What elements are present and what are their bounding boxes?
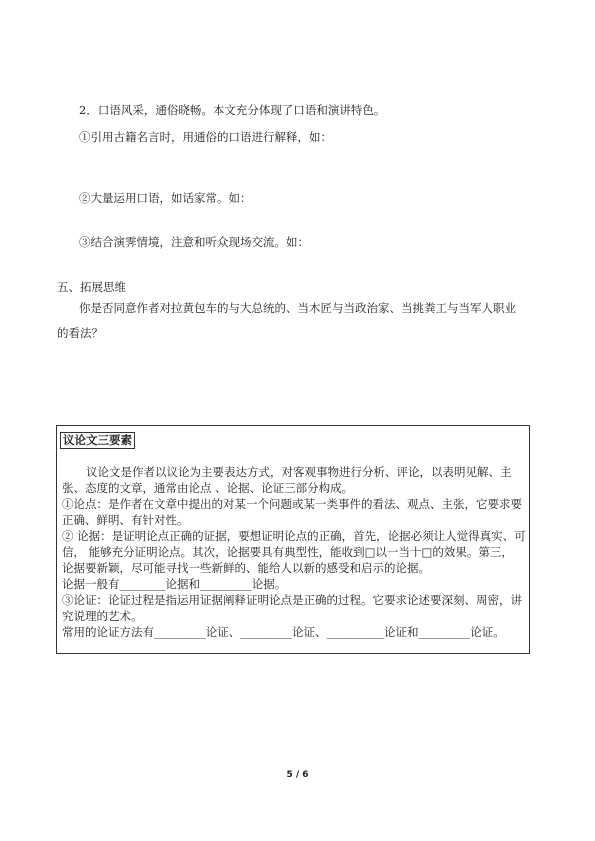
- section5-heading: 五、拓展思维: [57, 280, 126, 294]
- section5-question-line1: 你是否同意作者对拉黄包车的与大总统的、当木匠与当政治家、当挑粪工与当军人职业: [79, 301, 516, 315]
- box-line-6: 信， 能够充分证明论点。其次，论据要具有典型性，能收到□以一当十□的效果。第三，: [62, 545, 513, 559]
- section2-heading: 2．口语风采，通俗晓畅。本文充分体现了口语和演讲特色。: [79, 103, 386, 117]
- box-line-9: ③论证：论证过程是指运用证据阐释证明论点是正确的过程。它要求论述要深刻、周密，讲: [62, 593, 522, 607]
- page-number: 5 / 6: [286, 770, 309, 780]
- box-title: 议论文三要素: [60, 432, 135, 449]
- section2-item1: ①引用古籍名言时，用通俗的口语进行解释，如：: [79, 130, 332, 144]
- box-line-4: 正确、鲜明、有针对性。: [62, 513, 189, 527]
- section5-question-line2: 的看法？: [57, 326, 103, 340]
- box-line-7: 论据要新颖，尽可能寻找一些新鲜的、能给人以新的感受和启示的论据。: [62, 561, 430, 575]
- section2-item2: ②大量运用口语，如话家常。如：: [79, 191, 252, 205]
- box-line-5: ② 论据：是证明论点正确的证据，要想证明论点的正确，首先，论据必须让人觉得真实、可: [62, 529, 526, 543]
- box-line-11: 常用的论证方法有_________论证、_________论证、__________论证和_________论证。: [62, 625, 505, 639]
- box-line-2: 张、态度的文章，通常由论点 、论据、论证三部分构成。: [62, 481, 354, 495]
- box-line-8: 论据一般有________论据和_________论据。: [62, 577, 287, 591]
- section2-item3: ③结合演霁情境，注意和听众现场交流。如：: [79, 235, 309, 249]
- box-line-3: ①论点：是作者在文章中提出的对某一个问题或某一类事件的看法、观点、主张，它要求要: [62, 497, 522, 511]
- box-line-1: 议论文是作者以议论为主要表达方式，对客观事物进行分析、评论，以表明见解、主: [86, 465, 512, 479]
- box-line-10: 究说理的艺术。: [62, 609, 143, 623]
